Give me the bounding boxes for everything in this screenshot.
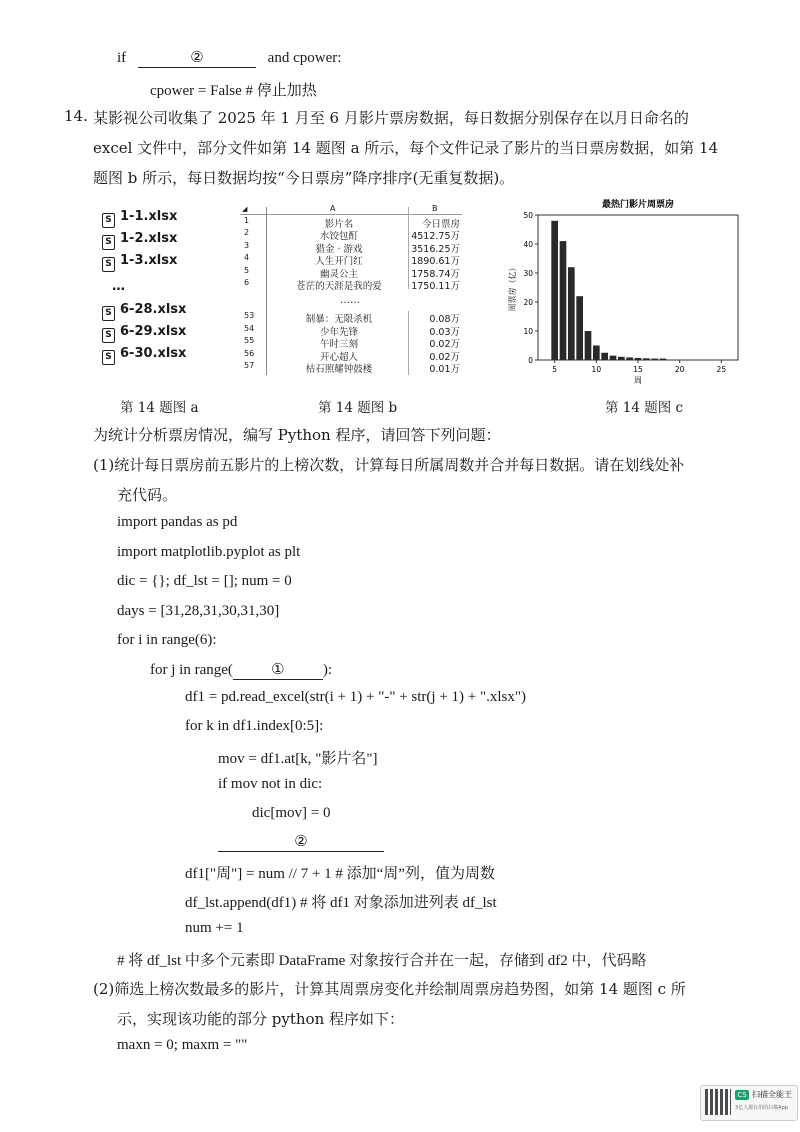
excel-table: ◢ A B 1 影片名 今日票房 2 水饺包酊 4512.75万 3 猎金 · 游戏 3516.25万 4 人生开门红 1890.61万 5 幽灵公主 1758.74万 6 苍茫的天涯是我的爱 1750.11万 …… 53 制暴：无限杀机 0.08万 54 少年先锋 0.03万 55 午时三刻 0.02万 56 开心超人 0.02万 57 枯石照耀钟鼓楼 0.01万	[242, 204, 460, 375]
excel-file-icon: S	[102, 257, 115, 272]
y-tick-label: 0	[528, 356, 533, 365]
bar	[593, 346, 600, 361]
file-item: S 6-28.xlsx	[102, 302, 186, 321]
chart-title: 最热门影片周票房	[601, 200, 675, 210]
watermark-sub: 3亿人都在用的扫描App	[735, 1105, 788, 1111]
question-text-2: excel 文件中，部分文件如第 14 题图 a 所示，每个文件记录了影片的当日票房数据，如第 14	[93, 139, 719, 157]
scanner-watermark	[700, 1085, 798, 1121]
watermark-title: 扫描全能王	[752, 1090, 792, 1099]
code-line-12	[218, 832, 384, 852]
table-row: 3 猎金 · 游戏 3516.25万	[244, 240, 460, 255]
table-row: 55 午时三刻 0.02万	[244, 336, 460, 350]
weekly-box-office-chart	[505, 195, 745, 405]
table-row: 2 水饺包酊 4512.75万	[244, 228, 460, 242]
question-number: 14.	[64, 107, 88, 125]
bar	[660, 359, 667, 360]
file-item: S 1-3.xlsx	[102, 253, 177, 272]
blank-2: ②	[138, 48, 256, 68]
code-line-15: num += 1	[185, 920, 244, 936]
bar	[610, 356, 617, 360]
table-row: 57 枯石照耀钟鼓楼 0.01万	[244, 361, 460, 375]
caption-a: 第 14 题图 a	[120, 400, 199, 416]
code-if-line: if ② and cpower:	[117, 50, 342, 66]
y-tick-label: 50	[523, 211, 533, 220]
bar	[585, 331, 592, 360]
x-tick-label: 20	[674, 365, 685, 374]
code-last-line: maxn = 0; maxm = ""	[117, 1037, 248, 1053]
code-line-7: df1 = pd.read_excel(str(i + 1) + "-" + str(j + 1) + ".xlsx")	[185, 689, 527, 705]
bar	[551, 221, 558, 360]
cs-badge: CS	[735, 1090, 749, 1100]
bar	[643, 358, 650, 360]
question-text-3: 题图 b 所示，每日数据均按“今日票房”降序排序(无重复数据)。	[93, 169, 515, 187]
code-line-2: import matplotlib.pyplot as plt	[117, 544, 301, 560]
table-row: 54 少年先锋 0.03万	[244, 323, 460, 338]
x-tick-label: 25	[716, 365, 727, 374]
bar	[618, 357, 625, 360]
code-line-6: for j in range( ① ):	[150, 662, 333, 678]
code-line-5: for i in range(6):	[117, 632, 217, 648]
blank-1: ①	[233, 660, 323, 680]
bar	[560, 241, 567, 360]
q2-text-2: 示，实现该功能的部分 python 程序如下：	[117, 1010, 404, 1028]
caption-b: 第 14 题图 b	[318, 400, 398, 416]
excel-file-icon: S	[102, 350, 115, 365]
code-line-16: # 将 df_lst 中多个元素即 DataFrame 对象按行合并在一起，存储到 df2 中，代码略	[117, 953, 647, 969]
file-item: S 1-2.xlsx	[102, 231, 177, 250]
x-tick-label: 15	[633, 365, 643, 374]
code-line-10: if mov not in dic:	[218, 776, 323, 792]
x-tick-label: 10	[591, 365, 602, 374]
caption-c: 第 14 题图 c	[605, 400, 684, 416]
excel-file-icon: S	[102, 213, 115, 228]
y-axis-label: 周票房（亿）	[508, 263, 517, 312]
code-line-14: df_lst.append(df1) # 将 df1 对象添加进列表 df_lst	[185, 895, 497, 911]
excel-file-icon: S	[102, 328, 115, 343]
excel-file-icon: S	[102, 306, 115, 321]
file-list-ellipsis: …	[112, 279, 125, 294]
table-row: 5 幽灵公主 1758.74万	[244, 265, 460, 280]
y-tick-label: 20	[523, 298, 533, 307]
code-line-13: df1["周"] = num // 7 + 1 # 添加“周”列，值为周数	[185, 866, 495, 882]
code-line-11: dic[mov] = 0	[252, 805, 331, 821]
code-line-8: for k in df1.index[0:5]:	[185, 718, 324, 734]
q2-text-1: (2)筛选上榜次数最多的影片，计算其周票房变化并绘制周票房趋势图，如第 14 题图 c 所	[93, 980, 686, 998]
q1-text-1: (1)统计每日票房前五影片的上榜次数，计算每日所属周数并合并每日数据。请在划线处补	[93, 456, 685, 474]
bar	[651, 359, 658, 360]
bar	[601, 353, 608, 360]
y-tick-label: 40	[523, 240, 533, 249]
bar	[568, 267, 575, 360]
file-item: S 6-30.xlsx	[102, 346, 186, 365]
excel-file-icon: S	[102, 235, 115, 250]
code-cpower: cpower = False # 停止加热	[150, 83, 317, 99]
bar	[635, 358, 642, 360]
table-row: 4 人生开门红 1890.61万	[244, 253, 460, 267]
code-line-1: import pandas as pd	[117, 514, 238, 530]
table-row: 56 开心超人 0.02万	[244, 348, 460, 363]
table-header-row: 1 影片名 今日票房	[244, 216, 460, 230]
code-line-3: dic = {}; df_lst = []; num = 0	[117, 573, 292, 589]
y-tick-label: 10	[523, 327, 533, 336]
table-row: 53 制暴：无限杀机 0.08万	[244, 311, 460, 325]
bar	[576, 296, 583, 360]
code-line-9: mov = df1.at[k, "影片名"]	[218, 751, 378, 767]
file-item: S 6-29.xlsx	[102, 324, 186, 343]
blank-2b: ②	[218, 832, 384, 852]
file-item: S 1-1.xlsx	[102, 209, 177, 228]
q1-text-2: 充代码。	[117, 486, 178, 504]
x-tick-label: 5	[552, 365, 558, 374]
y-tick-label: 30	[523, 269, 533, 278]
table-ellipsis: ……	[340, 295, 360, 306]
intro-text: 为统计分析票房情况，编写 Python 程序，请回答下列问题：	[93, 426, 501, 444]
question-text-1: 某影视公司收集了 2025 年 1 月至 6 月影片票房数据，每日数据分别保存在以月日命名的	[93, 109, 689, 127]
code-line-4: days = [31,28,31,30,31,30]	[117, 603, 280, 619]
x-axis-label: 周	[634, 376, 642, 385]
bar	[626, 357, 633, 360]
qr-code-icon	[705, 1089, 731, 1115]
table-row: 6 苍茫的天涯是我的爱 1750.11万	[244, 278, 460, 292]
